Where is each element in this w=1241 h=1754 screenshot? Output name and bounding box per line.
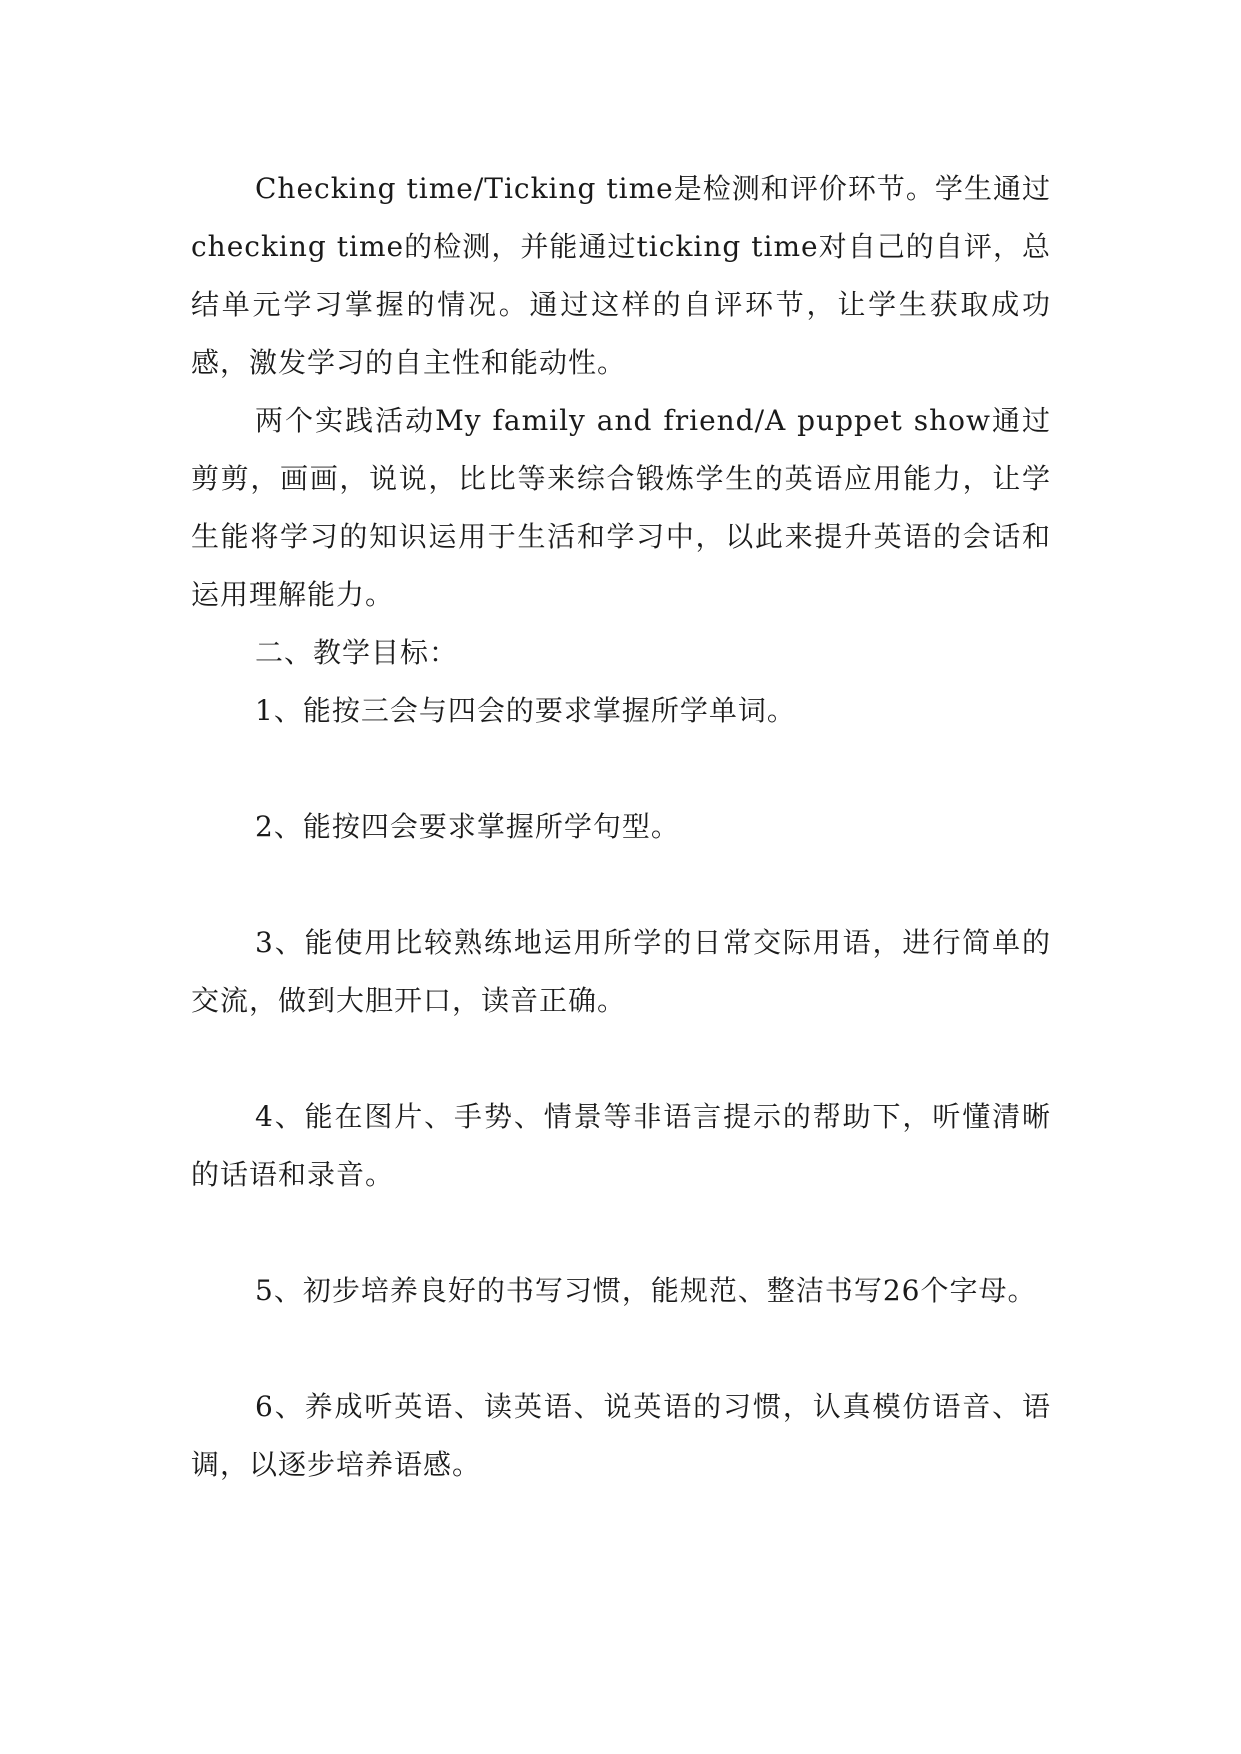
goal-item-6: 6、养成听英语、读英语、说英语的习惯，认真模仿语音、语调，以逐步培养语感。: [191, 1390, 1051, 1481]
goal-item-1: 1、能按三会与四会的要求掌握所学单词。: [255, 694, 796, 727]
paragraph-practice-activities: 两个实践活动My family and friend/A puppet show通过剪剪，画画，说说，比比等来综合锻炼学生的英语应用能力，让学生能将学习的知识运用于生活和学习中，以此来提升英语的会话和运用理解能力。: [191, 404, 1051, 611]
paragraph-checking-time: Checking time/Ticking time是检测和评价环节。学生通过checking time的检测，并能通过ticking time对自己的自评，总结单元学习掌握的情况。通过这样的自评环节，让学生获取成功感，激发学习的自主性和能动性。: [191, 172, 1051, 379]
document-body: [191, 160, 1051, 1494]
goal-item-2: 2、能按四会要求掌握所学句型。: [255, 810, 680, 843]
goal-item-3: 3、能使用比较熟练地运用所学的日常交际用语，进行简单的交流，做到大胆开口，读音正确。: [191, 926, 1051, 1017]
section-heading-teaching-goals: 二、教学目标：: [255, 636, 459, 669]
goal-item-5: 5、初步培养良好的书写习惯，能规范、整洁书写26个字母。: [255, 1274, 1037, 1307]
goal-item-4: 4、能在图片、手势、情景等非语言提示的帮助下，听懂清晰的话语和录音。: [191, 1100, 1051, 1191]
